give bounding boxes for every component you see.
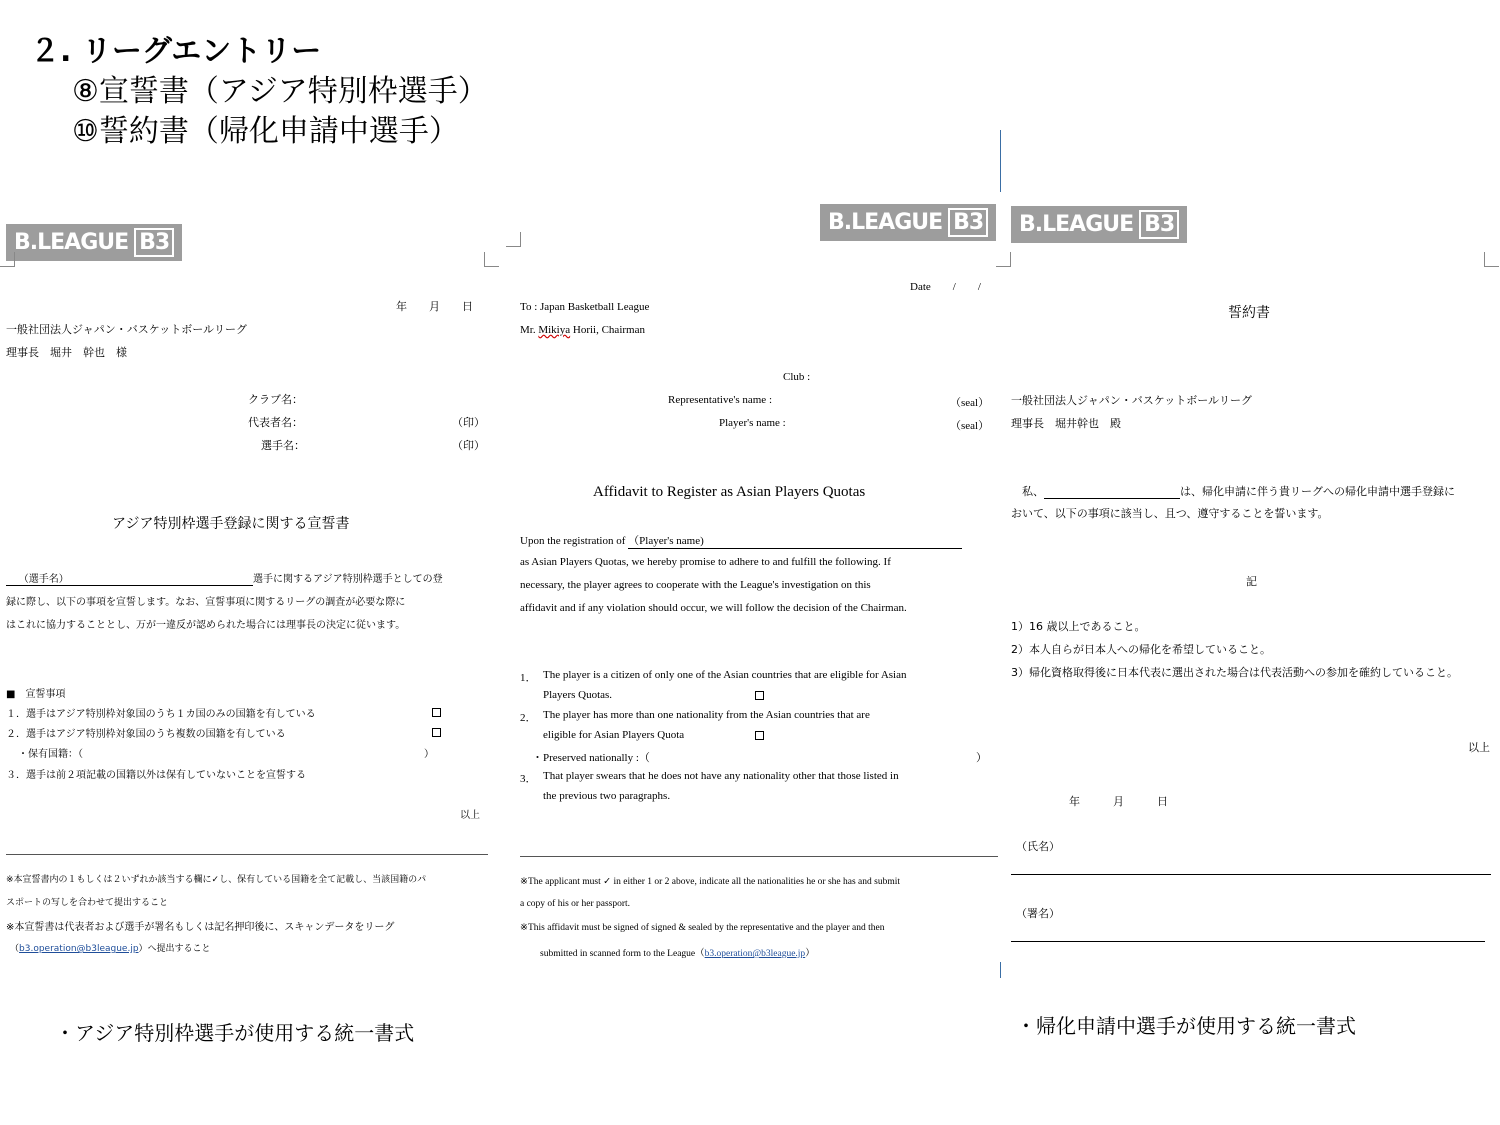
seal-mark: （seal）	[950, 397, 990, 409]
oath-item: Players Quotas.	[543, 689, 613, 701]
pledge-item: 1）16 歳以上であること。	[1011, 620, 1146, 633]
subheading-affidavit: ⑧宣誓書（アジア特別枠選手）	[72, 74, 488, 109]
checkbox[interactable]	[432, 708, 441, 717]
pledge-item: 3）帰化資格取得後に日本代表に選出された場合は代表活動への参加を確約していること。	[1011, 666, 1458, 679]
body-paragraph: 録に際し、以下の事項を宣誓します。なお、宣誓事項に関するリーグの調査が必要な際に	[6, 597, 406, 608]
oath-item: The player is a citizen of only one of the Asian countries that are eligible for Asian	[543, 669, 907, 681]
body-paragraph: 私、 は、帰化申請に伴う貴リーグへの帰化申請中選手登録に	[1022, 485, 1455, 498]
email-link[interactable]: b3.operation@b3league.jp	[704, 949, 806, 959]
checkbox[interactable]	[432, 728, 441, 737]
representative-label: 代表者名：	[248, 416, 303, 429]
separator	[1000, 962, 1001, 978]
club-name-label: クラブ名：	[248, 393, 303, 406]
date-line: 年 月 日	[396, 300, 473, 313]
oath-item: ３．選手は前２項記載の国籍以外は保有していないことを宣誓する	[6, 770, 306, 781]
seal-mark: （印）	[452, 416, 485, 429]
body-paragraph: おいて、以下の事項に該当し、且つ、遵守することを誓います。	[1011, 507, 1329, 520]
footnote: submitted in scanned form to the League（b3.operation@b3league.jp）	[540, 949, 815, 959]
item-number: 2．	[520, 712, 537, 724]
item-number: 3．	[520, 773, 537, 785]
addressee-org: 一般社団法人ジャパン・バスケットボールリーグ	[6, 323, 248, 336]
divider	[520, 856, 998, 857]
document-title: アジア特別枠選手登録に関する宣誓書	[112, 516, 350, 532]
signature-line[interactable]	[1011, 941, 1485, 942]
addressee-chair: 理事長 堀井 幹也 様	[6, 346, 127, 359]
page-corner-mark	[0, 252, 15, 267]
pledge-item: 2）本人自らが日本人への帰化を希望していること。	[1011, 643, 1271, 656]
nationality-field-close: ）	[424, 749, 434, 760]
oath-item: １．選手はアジア特別枠対象国のうち１カ国のみの国籍を有している	[6, 709, 316, 720]
ki-label: 記	[1246, 575, 1257, 588]
addressee-chair: Mr. Mikiya Horii, Chairman	[520, 324, 645, 336]
page-corner-mark	[1484, 252, 1499, 267]
checkbox[interactable]	[755, 691, 764, 700]
addressee-chair: 理事長 堀井幹也 殿	[1011, 417, 1121, 430]
document-title: 誓約書	[1228, 305, 1270, 321]
footnote: ※本宣誓書は代表者および選手が署名もしくは記名押印後に、スキャンデータをリーグ	[6, 922, 395, 933]
bleague-b3-logo: B.LEAGUE B3	[820, 204, 996, 241]
body-paragraph: as Asian Players Quotas, we hereby promise to adhere to and fulfill the following. If	[520, 556, 891, 568]
footnote: ※This affidavit must be signed of signed & sealed by the representative and the player and then	[520, 923, 885, 933]
separator	[1000, 130, 1001, 192]
body-paragraph: affidavit and if any violation should occur, we will follow the decision of the Chairman.	[520, 602, 907, 614]
footnote: ※The applicant must ✓ in either 1 or 2 above, indicate all the nationalities he or she has and submit	[520, 877, 901, 887]
checkmark-icon: ✓	[603, 877, 612, 887]
closing-mark: 以上	[1468, 741, 1490, 754]
section-heading: ２. リーグエントリー	[30, 34, 322, 69]
oath-item: the previous two paragraphs.	[543, 790, 671, 802]
seal-mark: （seal）	[950, 420, 990, 432]
subheading-pledge: ⑩誓約書（帰化申請中選手）	[72, 114, 459, 149]
document-title: Affidavit to Register as Asian Players Quotas	[593, 484, 866, 500]
footnote: （b3.operation@b3league.jp）へ提出すること	[10, 944, 211, 954]
bleague-b3-logo: B.LEAGUE B3	[1011, 206, 1187, 243]
email-link[interactable]: b3.operation@b3league.jp	[19, 944, 139, 954]
footnote: スポートの写しを合わせて提出すること	[6, 898, 169, 908]
page-corner-mark	[996, 252, 1011, 267]
footnote: ※本宣誓書内の１もしくは２いずれか該当する欄に✓し、保有している国籍を全て記載し、当該国籍のパ	[6, 875, 427, 885]
oath-item: That player swears that he does not have any nationality other that those listed in	[543, 770, 899, 782]
body-paragraph: （選手名） 選手に関するアジア特別枠選手としての登	[6, 570, 443, 586]
oath-item: eligible for Asian Players Quota	[543, 729, 685, 741]
date-line: Date / /	[910, 281, 981, 293]
caption-naturalization-form: ・帰化申請中選手が使用する統一書式	[1016, 1014, 1356, 1038]
nationality-field[interactable]: ・保有国籍：（	[18, 749, 83, 760]
name-signature-line[interactable]	[1011, 874, 1491, 875]
page-corner-mark	[506, 232, 521, 247]
divider	[6, 854, 488, 855]
bleague-b3-logo: B.LEAGUE B3	[6, 224, 182, 261]
addressee-league: To : Japan Basketball League	[520, 301, 650, 313]
player-name-label: 選手名：	[261, 439, 305, 452]
name-label: （氏名）	[1016, 840, 1060, 853]
closing-mark: 以上	[460, 810, 480, 821]
date-line: 年 月 日	[1069, 795, 1168, 808]
nationality-field-close: ）	[976, 752, 987, 764]
footnote: a copy of his or her passport.	[520, 899, 631, 909]
page-corner-mark	[484, 252, 499, 267]
item-number: 1．	[520, 672, 537, 684]
seal-mark: （印）	[452, 439, 485, 452]
oath-item: ２．選手はアジア特別枠対象国のうち複数の国籍を有している	[6, 729, 286, 740]
body-paragraph: はこれに協力することとし、万が一違反が認められた場合には理事長の決定に従います。	[6, 620, 406, 631]
representative-label: Representative's name :	[668, 394, 773, 406]
addressee-org: 一般社団法人ジャパン・バスケットボールリーグ	[1011, 394, 1253, 407]
checkbox[interactable]	[755, 731, 764, 740]
oath-item: The player has more than one nationality from the Asian countries that are	[543, 709, 870, 721]
caption-asian-form: ・アジア特別枠選手が使用する統一書式	[55, 1021, 415, 1045]
club-label: Club :	[783, 371, 811, 383]
nationality-field[interactable]: ・Preserved nationally :（	[532, 752, 650, 764]
body-paragraph: necessary, the player agrees to cooperate with the League's investigation on this	[520, 579, 871, 591]
player-name-label: Player's name :	[719, 417, 786, 429]
section-label: ■ 宣誓事項	[6, 689, 66, 700]
body-paragraph: Upon the registration of （Player's name)	[520, 532, 962, 549]
signature-label: （署名）	[1016, 907, 1060, 920]
